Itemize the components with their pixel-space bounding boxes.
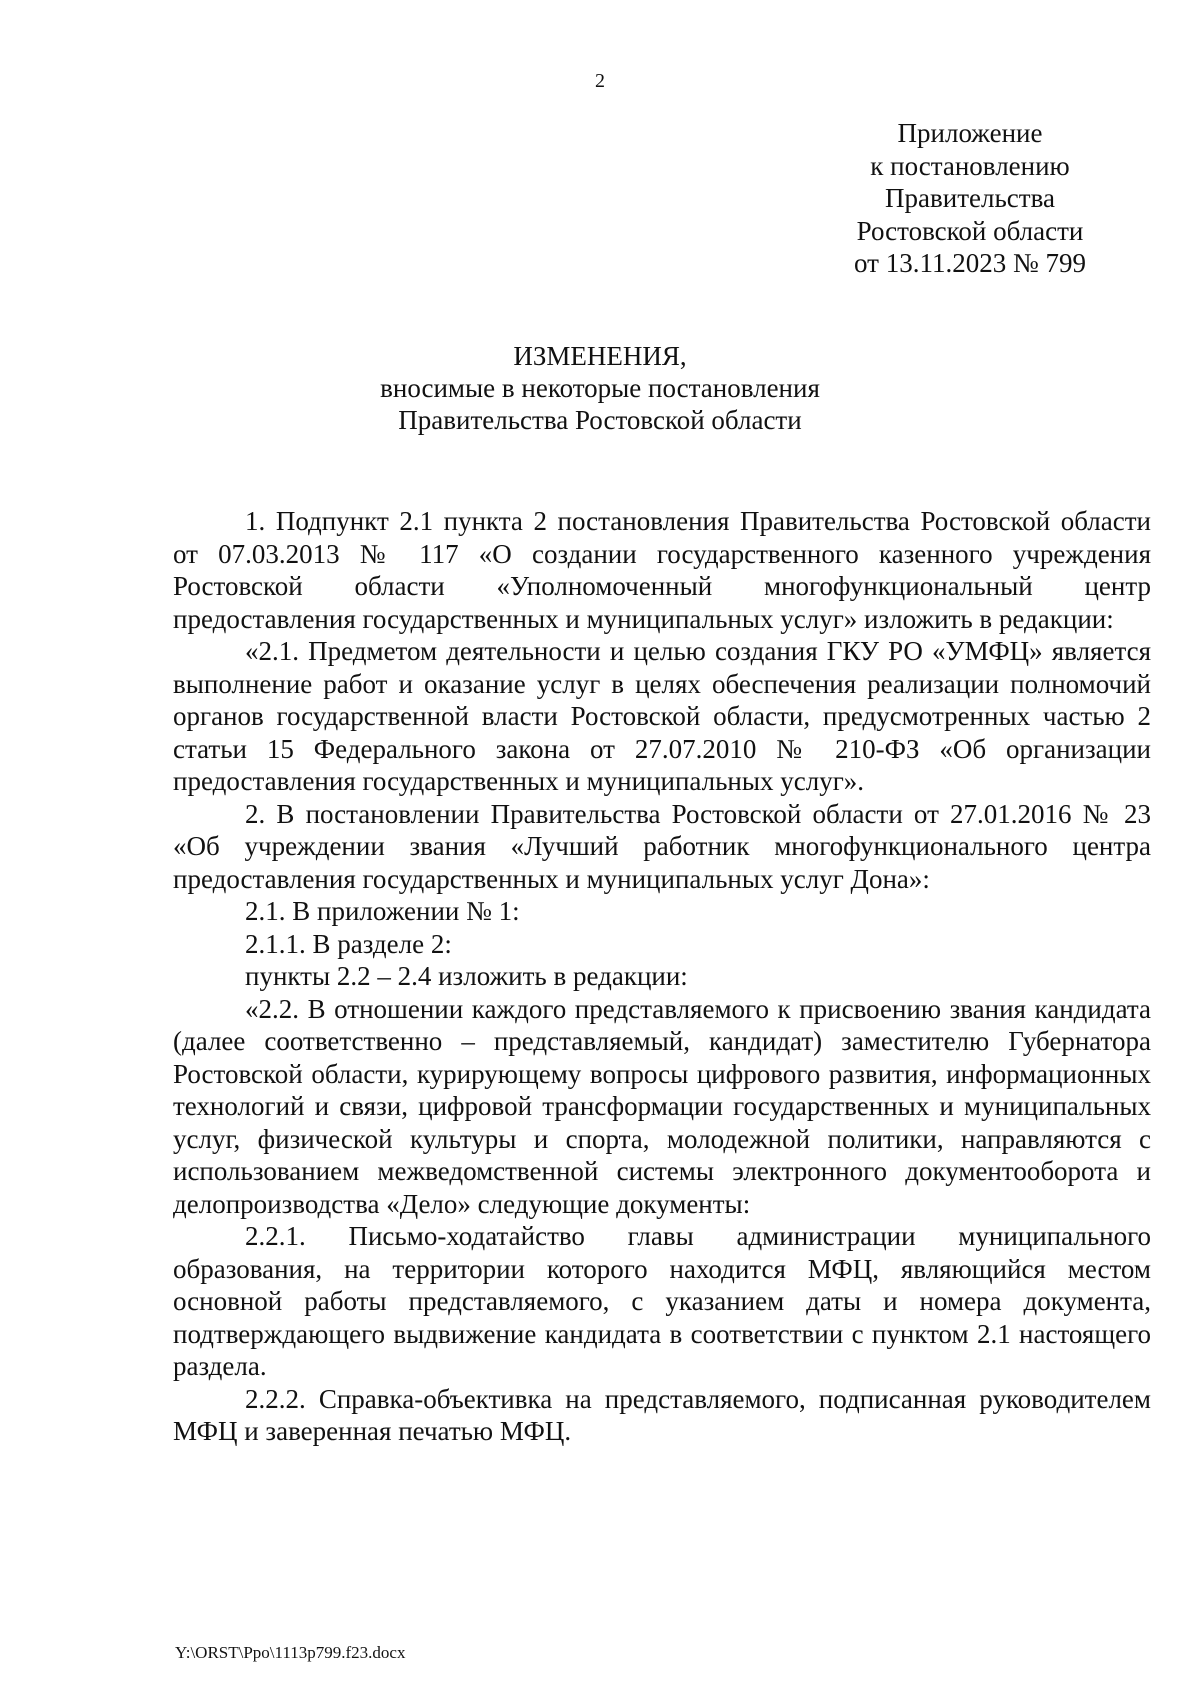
paragraph-item-1: 1. Подпункт 2.1 пункта 2 постановления Правительства Ростовской области от 07.03.2013 № 117 «О создании государственного казенного учреждения Ростовской области «Уполномоченный многофункциональный центр предоставления государственных и муниципальных услуг» изложить в редакции:	[173, 506, 1151, 634]
document-title-block	[0, 340, 1200, 436]
document-title: ИЗМЕНЕНИЯ,	[513, 341, 687, 371]
appendix-date-number: от 13.11.2023 № 799	[854, 248, 1086, 278]
paragraph-2-2-1: 2.2.1. Письмо-ходатайство главы администрации муниципального образования, на территории которого находится МФЦ, являющийся местом основной работы представляемого, с указанием даты и номера документа, подтверждающего выдвижение кандидата в соответствии с пунктом 2.1 настоящего раздела.	[173, 1221, 1151, 1381]
appendix-line: Приложение	[897, 118, 1043, 148]
footer-file-path: Y:\ORST\Ppo\1113p799.f23.docx	[175, 1643, 406, 1662]
appendix-block	[820, 117, 1120, 280]
document-subtitle-line: Правительства Ростовской области	[398, 405, 802, 435]
paragraph-points-intro: пункты 2.2 – 2.4 изложить в редакции:	[245, 961, 688, 991]
document-body	[173, 505, 1151, 1448]
paragraph-quote-2-1: «2.1. Предметом деятельности и целью создания ГКУ РО «УМФЦ» является выполнение работ и оказание услуг в целях обеспечения реализации полномочий органов государственной власти Ростовской области, предусмотренных частью 2 статьи 15 Федерального закона от 27.07.2010 № 210-ФЗ «Об организации предоставления государственных и муниципальных услуг».	[173, 636, 1151, 796]
paragraph-2-1: 2.1. В приложении № 1:	[245, 896, 520, 926]
appendix-line: Ростовской области	[856, 215, 1084, 246]
paragraph-2-1-1: 2.1.1. В разделе 2:	[245, 928, 452, 959]
page-number: 2	[595, 70, 605, 92]
appendix-line: к постановлению	[870, 150, 1070, 181]
paragraph-item-2: 2. В постановлении Правительства Ростовской области от 27.01.2016 № 23 «Об учреждении звания «Лучший работник многофункционального центра предоставления государственных и муниципальных услуг Дона»:	[173, 798, 1151, 894]
document-subtitle-line: вносимые в некоторые постановления	[380, 373, 820, 403]
paragraph-2-2-2: 2.2.2. Справка-объективка на представляемого, подписанная руководителем МФЦ и заверенная печатью МФЦ.	[173, 1383, 1151, 1446]
appendix-line: Правительства	[885, 183, 1055, 213]
paragraph-quote-2-2: «2.2. В отношении каждого представляемого к присвоению звания кандидата (далее соответственно – представляемый, кандидат) заместителю Губернатора Ростовской области, курирующему вопросы цифрового развития, информационных технологий и связи, цифровой трансформации государственных и муниципальных услуг, физической культуры и спорта, молодежной политики, направляются с использованием межведомственной системы электронного документооборота и делопроизводства «Дело» следующие документы:	[173, 993, 1151, 1219]
